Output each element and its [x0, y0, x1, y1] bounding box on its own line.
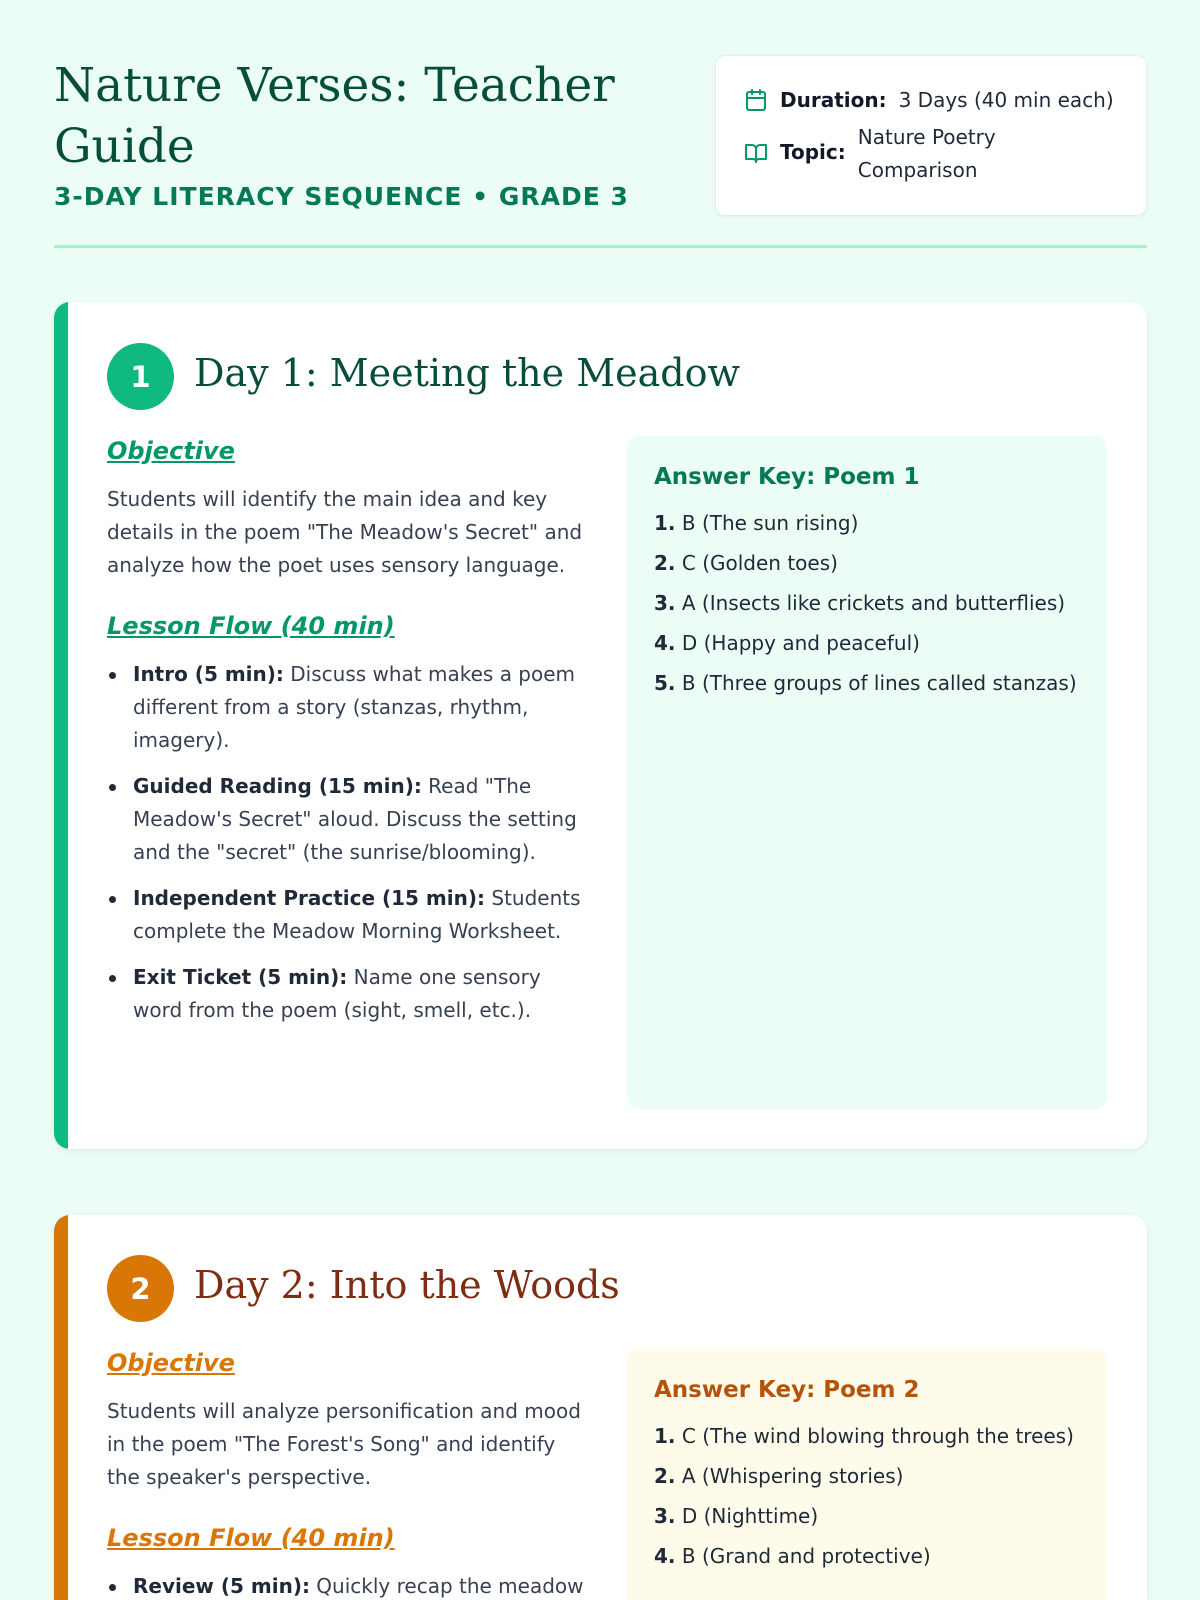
answer-list [654, 507, 1080, 700]
answer-number: 3. [654, 591, 676, 615]
topic-row [744, 121, 1048, 187]
answer-number: 5. [654, 671, 676, 695]
flow-item-label: Exit Ticket (5 min): [133, 965, 348, 989]
day-1-title: Day 1: Meeting the Meadow [194, 351, 741, 395]
day-1-lesson-column [107, 437, 592, 1040]
lesson-flow-item [107, 658, 592, 757]
day-2-number-badge: 2 [107, 1255, 174, 1322]
answer-item [654, 1500, 1080, 1533]
answer-text: D (Happy and peaceful) [675, 631, 920, 655]
answer-text: C (Golden toes) [675, 551, 838, 575]
header [54, 0, 1147, 248]
answer-number: 2. [654, 1464, 676, 1488]
day-2-title: Day 2: Into the Woods [194, 1263, 620, 1307]
flow-item-label: Intro (5 min): [133, 662, 284, 686]
flow-item-text: Quickly recap the meadow [309, 1574, 584, 1598]
answer-number: 4. [654, 631, 676, 655]
answer-text: A (Whispering stories) [675, 1464, 904, 1488]
lesson-flow-item [107, 1570, 592, 1600]
answer-item [654, 1420, 1080, 1453]
answer-item [654, 507, 1080, 540]
lesson-flow-item [107, 770, 592, 869]
flow-item-text: Name one sensory word from the poem (sight, smell, etc.). [133, 965, 541, 1022]
answer-text: B (Three groups of lines called stanzas) [675, 671, 1077, 695]
answer-number: 4. [654, 1544, 676, 1568]
answer-item [654, 547, 1080, 580]
day-1-lesson-flow-heading: Lesson Flow (40 min) [107, 612, 395, 640]
answer-item [654, 667, 1080, 700]
answer-key-title: Answer Key: Poem 1 [654, 464, 920, 490]
flow-item-text: Read "The Meadow's Secret" aloud. Discuss the setting and the "secret" (the sunrise/blooming). [133, 774, 577, 864]
answer-item [654, 1540, 1080, 1573]
day-2-objective-heading: Objective [107, 1349, 235, 1377]
topic-label: Topic: [780, 140, 846, 164]
day-2-card [54, 1215, 1147, 1600]
day-2-accent-bar [54, 1215, 68, 1600]
answer-item [654, 627, 1080, 660]
page-subtitle: 3-DAY LITERACY SEQUENCE • GRADE 3 [54, 182, 629, 211]
answer-text: C (The wind blowing through the trees) [675, 1424, 1074, 1448]
answer-key-title: Answer Key: Poem 2 [654, 1377, 920, 1403]
answer-number: 3. [654, 1504, 676, 1528]
answer-item [654, 1460, 1080, 1493]
day-1-number-badge: 1 [107, 343, 174, 410]
answer-number: 1. [654, 1424, 676, 1448]
day-1-answer-key [627, 436, 1107, 1109]
info-card [715, 55, 1147, 216]
lesson-flow-item [107, 882, 592, 948]
day-2-answer-key [627, 1349, 1107, 1600]
answer-text: B (Grand and protective) [675, 1544, 931, 1568]
topic-value: Nature Poetry Comparison [857, 125, 996, 182]
answer-text: A (Insects like crickets and butterflies) [675, 591, 1066, 615]
flow-item-label: Independent Practice (15 min): [133, 886, 486, 910]
book-open-icon [744, 141, 768, 165]
answer-text: D (Nighttime) [675, 1504, 819, 1528]
calendar-icon [744, 88, 768, 112]
answer-number: 1. [654, 511, 676, 535]
flow-item-text: Students complete the Meadow Morning Worksheet. [133, 886, 581, 943]
duration-value: 3 Days (40 min each) [898, 88, 1114, 112]
day-1-lesson-flow-list [107, 658, 592, 1027]
page-title: Nature Verses: Teacher Guide [54, 58, 615, 174]
answer-list [654, 1420, 1080, 1573]
day-2-lesson-column [107, 1349, 592, 1600]
flow-item-text: Discuss what makes a poem different from a story (stanzas, rhythm, imagery). [133, 662, 576, 752]
day-1-accent-bar [54, 302, 68, 1149]
answer-text: B (The sun rising) [675, 511, 859, 535]
lesson-flow-item [107, 961, 592, 1027]
duration-label: Duration: [780, 88, 887, 112]
day-2-objective-text: Students will analyze personification and mood in the poem "The Forest's Song" and identify the speaker's perspective. [107, 1399, 581, 1489]
day-1-card [54, 302, 1147, 1149]
answer-number: 2. [654, 551, 676, 575]
day-1-objective-heading: Objective [107, 437, 235, 465]
day-1-objective-text: Students will identify the main idea and key details in the poem "The Meadow's Secret" and analyze how the poet uses sensory language. [107, 487, 583, 577]
answer-item [654, 587, 1080, 620]
flow-item-label: Review (5 min): [133, 1574, 310, 1598]
day-2-lesson-flow-list [107, 1570, 592, 1600]
flow-item-label: Guided Reading (15 min): [133, 774, 422, 798]
duration-row [744, 85, 1114, 115]
page [54, 0, 1147, 1598]
day-2-lesson-flow-heading: Lesson Flow (40 min) [107, 1524, 395, 1552]
